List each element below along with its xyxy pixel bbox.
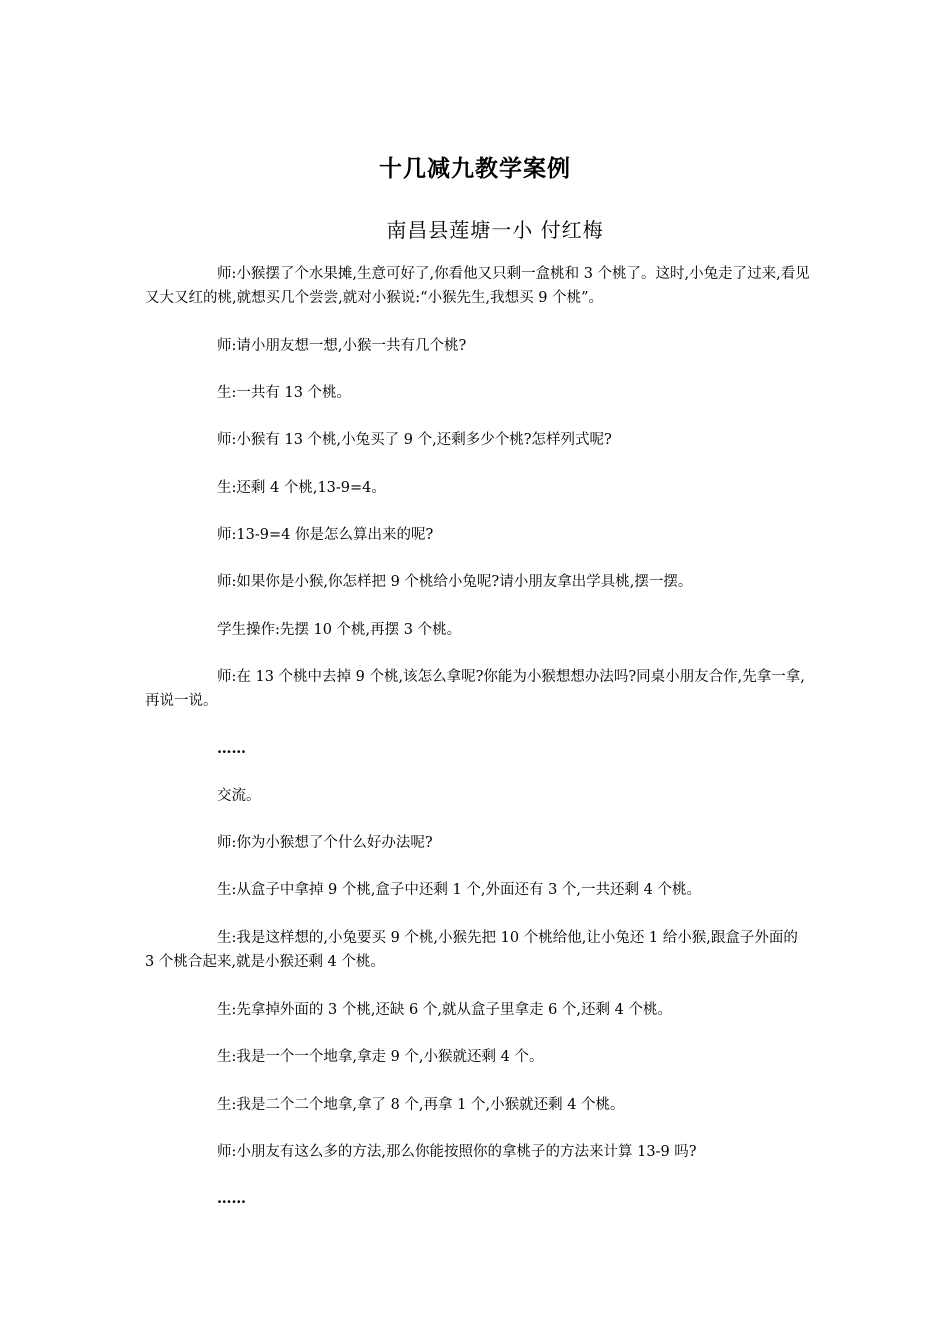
ellipsis: …… <box>217 740 246 757</box>
paragraph: 生:先拿掉外面的 3 个桃,还缺 6 个,就从盒子里拿走 6 个,还剩 4 个桃。 <box>217 1002 672 1018</box>
paragraph: 交流。 <box>217 788 261 804</box>
paragraph: 师:小猴摆了个水果摊,生意可好了,你看他又只剩一盒桃和 3 个桃了。这时,小兔走了过来,看见又大又红的桃,就想买几个尝尝,就对小猴说:“小猴先生,我想买 9 个桃”。 <box>145 266 810 306</box>
paragraph: 生:从盒子中拿掉 9 个桃,盒子中还剩 1 个,外面还有 3 个,一共还剩 4 个桃。 <box>217 882 701 898</box>
paragraph: 学生操作:先摆 10 个桃,再摆 3 个桃。 <box>217 622 462 638</box>
paragraph: 生:我是这样想的,小兔要买 9 个桃,小猴先把 10 个桃给他,让小兔还 1 给小猴,跟盒子外面的 3 个桃合起来,就是小猴还剩 4 个桃。 <box>145 930 798 970</box>
paragraph: 师:小朋友有这么多的方法,那么你能按照你的拿桃子的方法来计算 13-9 吗? <box>217 1144 697 1160</box>
document-title: 十几减九教学案例 <box>379 156 571 182</box>
paragraph: 生:我是二个二个地拿,拿了 8 个,再拿 1 个,小猴就还剩 4 个桃。 <box>217 1097 625 1113</box>
paragraph: 师:如果你是小猴,你怎样把 9 个桃给小兔呢?请小朋友拿出学具桃,摆一摆。 <box>217 574 693 590</box>
paragraph: 师:小猴有 13 个桃,小兔买了 9 个,还剩多少个桃?怎样列式呢? <box>217 432 612 448</box>
paragraph: 生:还剩 4 个桃,13-9=4。 <box>217 480 386 496</box>
paragraph: 师:13-9=4 你是怎么算出来的呢? <box>217 527 434 543</box>
paragraph: 师:在 13 个桃中去掉 9 个桃,该怎么拿呢?你能为小猴想想办法吗?同桌小朋友合作,先拿一拿,再说一说。 <box>145 669 805 709</box>
paragraph: 生:我是一个一个地拿,拿走 9 个,小猴就还剩 4 个。 <box>217 1049 544 1065</box>
paragraph: 师:请小朋友想一想,小猴一共有几个桃? <box>217 338 467 354</box>
paragraph: 师:你为小猴想了个什么好办法呢? <box>217 835 433 851</box>
paragraph: 生:一共有 13 个桃。 <box>217 385 352 401</box>
document-subtitle: 南昌县莲塘一小 付红梅 <box>386 218 604 242</box>
ellipsis: …… <box>217 1190 246 1207</box>
